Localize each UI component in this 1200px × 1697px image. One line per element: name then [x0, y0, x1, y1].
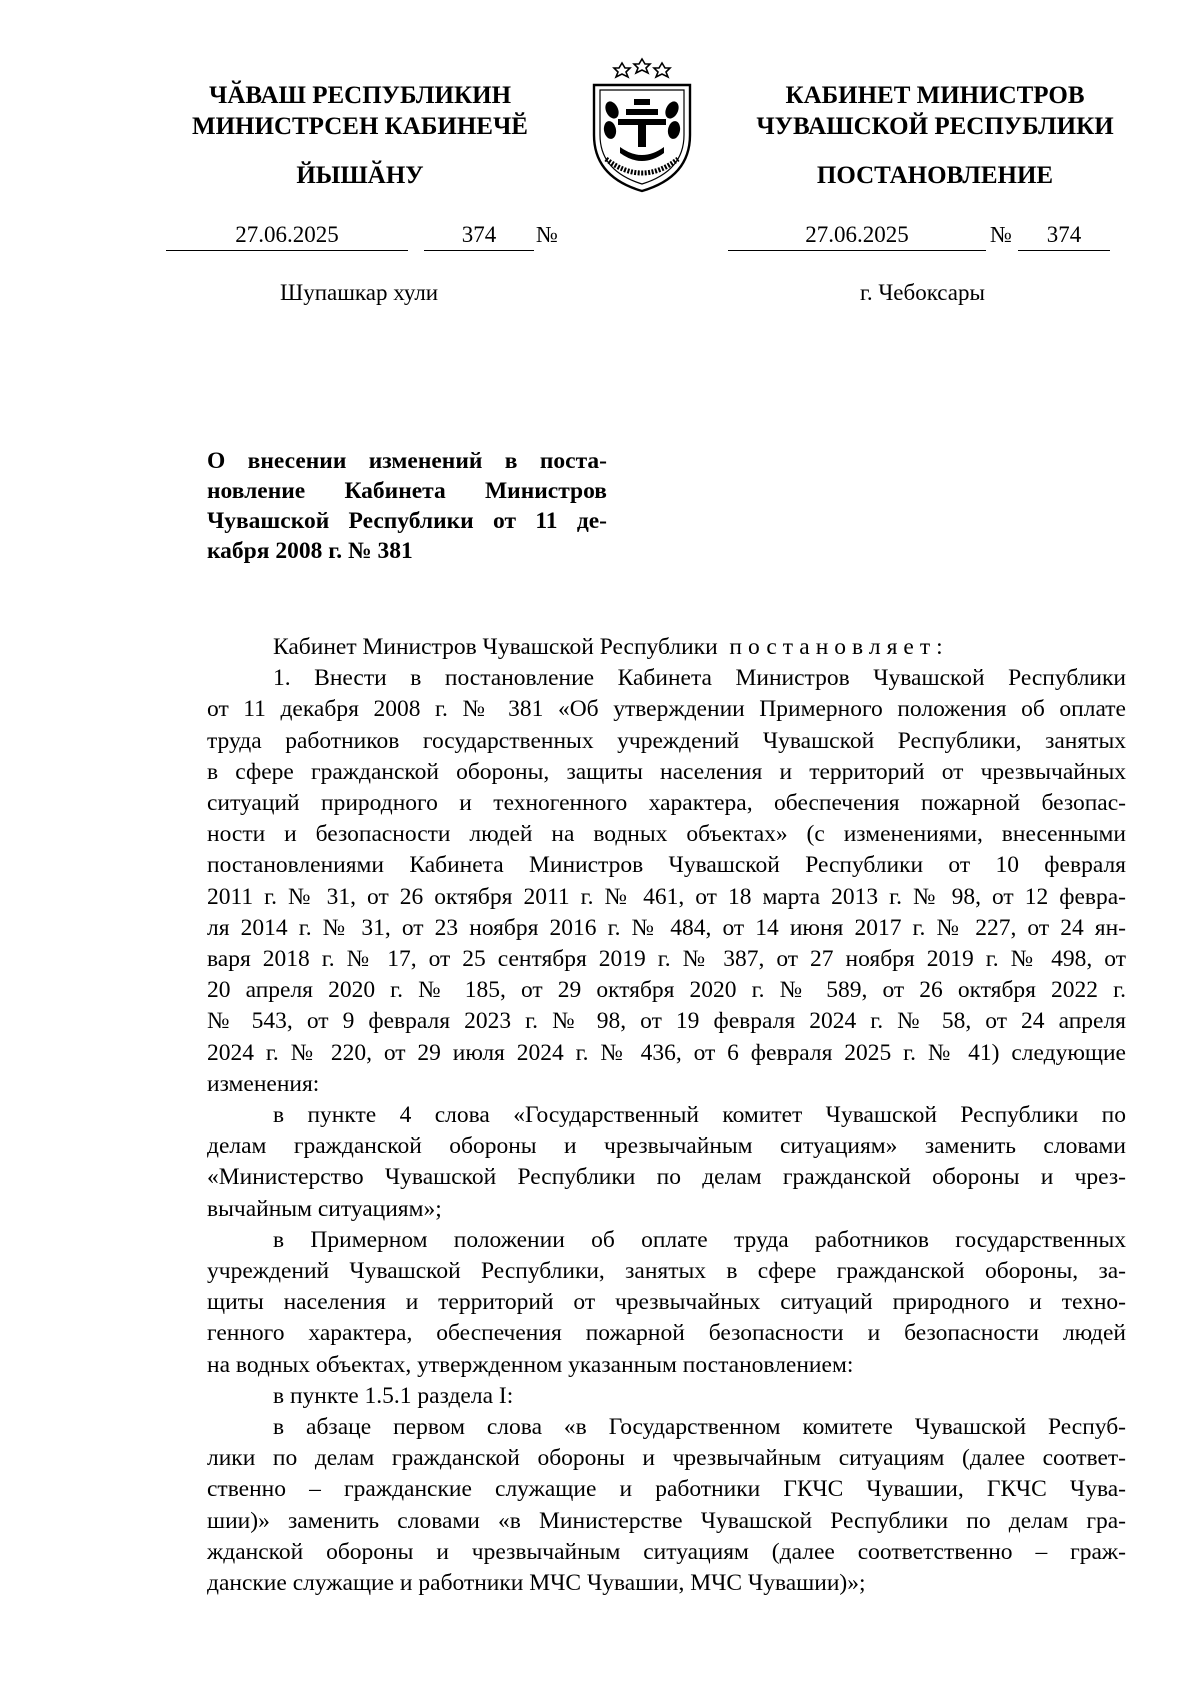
intro-spaced-word: постановляет: [729, 634, 949, 660]
doctype-russian: ПОСТАНОВЛЕНИЕ [816, 162, 1054, 189]
header-right-line-2: ЧУВАШСКОЙ РЕСПУБЛИКИ [756, 113, 1114, 140]
body-line: ля 2014 г. № 31, от 23 ноября 2016 г. № 484, от 14 июня 2017 г. № 227, от 24 ян- [207, 914, 1126, 941]
number-line-left [166, 222, 566, 252]
chuvash-coat-of-arms-icon [572, 55, 712, 195]
number-line-right [728, 222, 1148, 252]
header-right-russian [730, 80, 1140, 142]
body-line: постановлениями Кабинета Министров Чувашской Республики от 10 февраля [207, 852, 1126, 879]
body-line: 1. Внести в постановление Кабинета Министров Чувашской Республики [273, 665, 1126, 692]
intro-line [207, 632, 1126, 663]
body-line: «Министерство Чувашской Республики по делам гражданской обороны и чрез- [207, 1164, 1126, 1191]
body-line: варя 2018 г. № 17, от 25 сентября 2019 г. № 387, от 27 ноября 2019 г. № 498, от [207, 946, 1126, 973]
number-left: 374 [424, 222, 534, 251]
body-line: труда работников государственных учреждений Чувашской Республики, занятых [207, 727, 1126, 754]
number-right: 374 [1018, 222, 1110, 251]
body-line: генного характера, обеспечения пожарной безопасности и безопасности людей [207, 1320, 1126, 1347]
body-line: лики по делам гражданской обороны и чрезвычайным ситуациям (далее соответ- [207, 1445, 1126, 1472]
doctype-chuvash: ЙЫШӐНУ [296, 162, 424, 189]
body-line: от 11 декабря 2008 г. № 381 «Об утверждении Примерного положения об оплате [207, 696, 1126, 723]
body-line: 2024 г. № 220, от 29 июля 2024 г. № 436, от 6 февраля 2025 г. № 41) следующие [207, 1039, 1126, 1066]
subject-line: новление Кабинета Министров [207, 478, 607, 504]
body-line: на водных объектах, утвержденном указанным постановлением: [207, 1351, 854, 1378]
header-left-line-1: ЧӐВАШ РЕСПУБЛИКИН [208, 82, 512, 109]
place-russian: г. Чебоксары [860, 280, 985, 305]
place-chuvash: Шупашкар хули [280, 280, 439, 305]
subject-line: Чувашской Республики от 11 де- [207, 508, 607, 534]
subject-line: кабря 2008 г. № 381 [207, 538, 413, 564]
body-line: ственно – гражданские служащие и работники ГКЧС Чувашии, ГКЧС Чува- [207, 1476, 1126, 1503]
document-body [207, 632, 1126, 1599]
body-line: учреждений Чувашской Республики, занятых в сфере гражданской обороны, за- [207, 1258, 1126, 1285]
header-right-line-1: КАБИНЕТ МИНИСТРОВ [785, 82, 1085, 109]
body-line: вычайным ситуациям»; [207, 1195, 442, 1222]
header-left-chuvash [160, 80, 560, 142]
document-subject [207, 446, 607, 566]
number-sign-right: № [990, 222, 1012, 247]
date-right: 27.06.2025 [728, 222, 986, 251]
body-line: 2011 г. № 31, от 26 октября 2011 г. № 461, от 18 марта 2013 г. № 98, от 12 февра- [207, 883, 1126, 910]
body-line: шии)» заменить словами «в Министерстве Чувашской Республики по делам гра- [207, 1507, 1126, 1534]
number-sign-left: № [536, 222, 558, 247]
body-line: в Примерном положении об оплате труда работников государственных [273, 1226, 1126, 1253]
body-line: 20 апреля 2020 г. № 185, от 29 октября 2020 г. № 589, от 26 октября 2022 г. [207, 977, 1126, 1004]
body-line: в пункте 4 слова «Государственный комитет Чувашской Республики по [273, 1102, 1126, 1129]
body-line: № 543, от 9 февраля 2023 г. № 98, от 19 февраля 2024 г. № 58, от 24 апреля [207, 1008, 1126, 1035]
body-line: делам гражданской обороны и чрезвычайным ситуациям» заменить словами [207, 1133, 1126, 1160]
body-line: жданской обороны и чрезвычайным ситуациям (далее соответственно – граж- [207, 1538, 1126, 1565]
body-line: щиты населения и территорий от чрезвычайных ситуаций природного и техно- [207, 1289, 1126, 1316]
subject-line: О внесении изменений в поста- [207, 448, 607, 474]
body-line: в пункте 1.5.1 раздела I: [273, 1382, 514, 1409]
body-line: ситуаций природного и техногенного характера, обеспечения пожарной безопас- [207, 790, 1126, 817]
intro-text: Кабинет Министров Чувашской Республики [273, 634, 718, 660]
body-line: изменения: [207, 1070, 320, 1097]
body-line: данские служащие и работники МЧС Чувашии, МЧС Чувашии)»; [207, 1570, 866, 1597]
body-line: в абзаце первом слова «в Государственном комитете Чувашской Респуб- [273, 1414, 1126, 1441]
body-line: ности и безопасности людей на водных объектах» (с изменениями, внесенными [207, 821, 1126, 848]
date-left: 27.06.2025 [166, 222, 408, 251]
header-left-line-2: МИНИСТРСЕН КАБИНЕЧӖ [192, 113, 528, 140]
body-line: в сфере гражданской обороны, защиты населения и территорий от чрезвычайных [207, 758, 1126, 785]
